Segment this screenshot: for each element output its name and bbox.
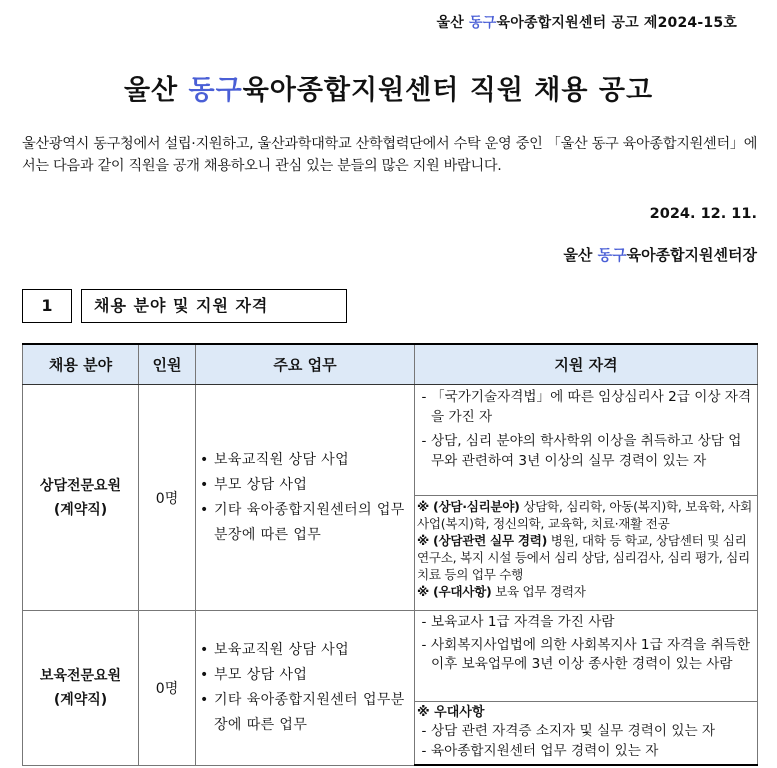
- duty-item: • 부모 상담 사업: [200, 666, 308, 683]
- recruitment-table: [22, 343, 758, 766]
- field-cell: 보육전문요원 (계약직): [23, 611, 139, 766]
- header-quals: 지원 자격: [415, 344, 758, 385]
- qual-item: - 상담, 심리 분야의 학사학위 이상을 취득하고 상담 업무와 관련하여 3년 이상의 실무 경력이 있는 자: [421, 433, 742, 469]
- table-row: [23, 611, 758, 702]
- notice-number: 울산 동구육아종합지원센터 공고 제2024-15호: [436, 15, 737, 31]
- header-field: 채용 분야: [23, 344, 139, 385]
- duties-cell: [196, 385, 415, 611]
- count-cell: 0명: [139, 611, 196, 766]
- prefs-cell: [415, 702, 758, 766]
- note-item: ※ (상담관련 실무 경력) 병원, 대학 등 학교, 상담센터 및 심리 연구소, 복지 시설 등에서 심리 상담, 심리검사, 심리 평가, 심리치료 등의 업무 수행: [417, 533, 750, 582]
- quals-cell: [415, 385, 758, 496]
- header-duties: 주요 업무: [196, 344, 415, 385]
- duty-item: • 기타 육아종합지원센터 업무분장에 따른 업무: [200, 691, 405, 733]
- field-cell: 상담전문요원 (계약직): [23, 385, 139, 611]
- pref-heading: ※ 우대사항: [417, 705, 485, 720]
- pref-item: - 육아종합지원센터 업무 경력이 있는 자: [421, 742, 659, 759]
- header-count: 인원: [139, 344, 196, 385]
- intro-paragraph: 울산광역시 동구청에서 설립·지원하고, 울산과학대학교 산학협력단에서 수탁 운영 중인 「울산 동구 육아종합지원센터」에서는 다음과 같이 직원을 공개 채용하오니 관심 있는 분들의 많은 지원 바랍니다.: [22, 136, 758, 174]
- notice-date: 2024. 12. 11.: [649, 206, 757, 222]
- duties-cell: [196, 611, 415, 766]
- table-header-row: [23, 344, 758, 385]
- duty-item: • 기타 육아종합지원센터의 업무 분장에 따른 업무: [200, 501, 405, 543]
- note-item: ※ (상담·심리분야) 상담학, 심리학, 아동(복지)학, 보육학, 사회사업(복지)학, 정신의학, 교육학, 치료·재활 전공: [417, 499, 753, 531]
- count-cell: 0명: [139, 385, 196, 611]
- qual-item: - 보육교사 1급 자격을 가진 사람: [421, 614, 615, 630]
- qual-item: - 사회복지사업법에 의한 사회복지사 1급 자격을 취득한 이후 보육업무에 3년 이상 종사한 경력이 있는 사람: [421, 636, 751, 672]
- duty-item: • 부모 상담 사업: [200, 476, 308, 493]
- quals-cell: [415, 611, 758, 702]
- section-number: 1: [22, 289, 72, 323]
- section-title: 채용 분야 및 지원 자격: [81, 289, 347, 323]
- table-row: [23, 385, 758, 496]
- note-item: ※ (우대사항) 보육 업무 경력자: [417, 584, 586, 599]
- notes-cell: [415, 496, 758, 611]
- page-title: 울산 동구육아종합지원센터 직원 채용 공고: [123, 75, 654, 106]
- duty-item: • 보육교직원 상담 사업: [200, 451, 350, 468]
- duty-item: • 보육교직원 상담 사업: [200, 641, 350, 658]
- pref-item: - 상담 관련 자격증 소지자 및 실무 경력이 있는 자: [421, 723, 716, 739]
- issuing-organization: 울산 동구육아종합지원센터장: [563, 246, 757, 264]
- qual-item: - 「국가기술자격법」에 따른 임상심리사 2급 이상 자격을 가진 자: [421, 389, 752, 425]
